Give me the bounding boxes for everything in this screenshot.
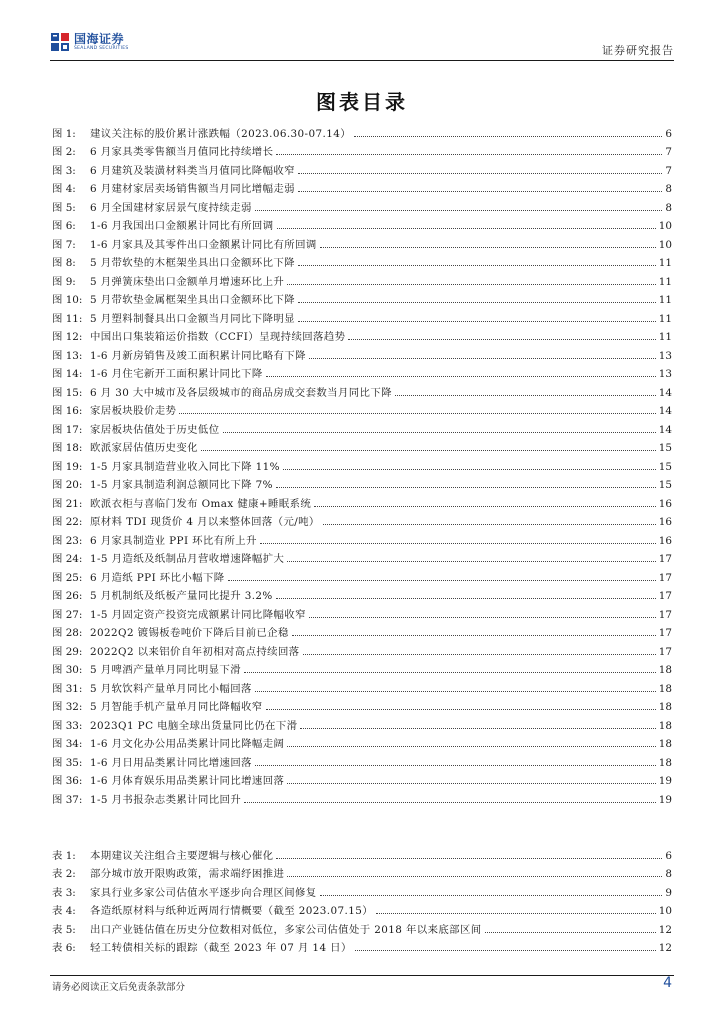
toc-entry-page: 18 (658, 701, 672, 713)
toc-entry-page: 16 (658, 516, 672, 528)
toc-entry-title: 1-5 月家具制造营业收入同比下降 11% (90, 460, 280, 473)
dot-leader (298, 172, 662, 174)
toc-entry-title: 家居板块股价走势 (90, 405, 177, 417)
figure-list (52, 121, 672, 806)
figure-entry[interactable] (52, 436, 672, 455)
toc-entry-title: 6 月造纸 PPI 环比小幅下降 (90, 571, 225, 584)
table-entry[interactable] (52, 880, 672, 899)
toc-entry-page: 11 (658, 275, 672, 288)
toc-entry-label: 图 25: (52, 571, 83, 584)
dot-leader (395, 394, 656, 396)
toc-entry-page: 7 (665, 164, 672, 177)
figure-entry[interactable] (52, 713, 672, 732)
toc-entry-page: 19 (658, 775, 672, 787)
dot-leader (300, 727, 655, 729)
toc-entry-label: 图 4: (52, 183, 76, 195)
toc-entry-title: 各造纸原材料与纸种近两周行情概要（截至 2023.07.15） (90, 905, 374, 917)
toc-entry-title: 1-6 月家具及其零件出口金额累计同比有所回调 (90, 238, 317, 251)
toc-entry-label: 图 17: (52, 423, 83, 436)
toc-entry-page: 16 (658, 497, 672, 510)
page-header (50, 28, 674, 58)
logo-english-name: SEALAND SECURITIES (74, 45, 129, 51)
toc-entry-label: 图 2: (52, 146, 76, 158)
toc-entry-title: 5 月软饮料产量单月同比小幅回落 (90, 682, 252, 695)
header-divider (50, 60, 674, 61)
toc-entry-title: 1-6 月住宅新开工面积累计同比下降 (90, 368, 263, 380)
toc-entry-label: 图 13: (52, 349, 83, 362)
figure-entry[interactable] (52, 695, 672, 714)
toc-entry-page: 6 (665, 849, 672, 862)
logo-chinese-name: 国海证券 (74, 31, 125, 46)
toc-entry-label: 图 8: (52, 257, 76, 269)
toc-entry-label: 图 26: (52, 590, 83, 602)
figure-entry[interactable] (52, 621, 672, 640)
toc-entry-label: 图 3: (52, 164, 76, 177)
figure-entry[interactable] (52, 658, 672, 677)
toc-entry-title: 1-5 月家具制造利润总额同比下降 7% (90, 479, 273, 491)
toc-entry-title: 出口产业链估值在历史分位数相对低位，多家公司估值处于 2018 年以来底部区间 (90, 923, 482, 936)
dot-leader (223, 431, 656, 433)
toc-entry-label: 图 1: (52, 127, 76, 140)
dot-leader (309, 616, 656, 618)
toc-entry-title: 欧派家居估值历史变化 (90, 442, 198, 454)
toc-entry-title: 欧派衣柜与喜临门发布 Omax 健康+睡眠系统 (90, 497, 312, 510)
toc-entry-label: 表 1: (52, 849, 76, 862)
toc-entry-label: 图 27: (52, 608, 83, 621)
toc-entry-page: 17 (658, 590, 672, 602)
toc-entry-label: 图 22: (52, 516, 83, 528)
toc-entry-page: 17 (658, 645, 672, 658)
figure-entry[interactable] (52, 491, 672, 510)
toc-entry-page: 16 (658, 534, 672, 547)
toc-entry-page: 12 (658, 923, 672, 936)
dot-leader (287, 745, 655, 747)
table-entry[interactable] (52, 862, 672, 881)
dot-leader (266, 375, 656, 377)
figure-entry[interactable] (52, 602, 672, 621)
table-entry[interactable] (52, 899, 672, 918)
toc-entry-title: 本期建议关注组合主要逻辑与核心催化 (90, 849, 274, 862)
dot-leader (309, 357, 656, 359)
toc-entry-label: 图 11: (52, 312, 83, 325)
table-list (52, 843, 672, 954)
toc-entry-title: 1-5 月书报杂志类累计同比回升 (90, 793, 242, 806)
toc-entry-page: 19 (658, 793, 672, 806)
toc-entry-page: 13 (658, 349, 672, 362)
dot-leader (179, 412, 655, 414)
dot-leader (260, 542, 656, 544)
toc-entry-label: 图 24: (52, 553, 83, 565)
toc-entry-title: 6 月 30 大中城市及各层级城市的商品房成交套数当月同比下降 (90, 386, 392, 399)
toc-entry-label: 图 29: (52, 645, 83, 658)
toc-entry-title: 原材料 TDI 现货价 4 月以来整体回落（元/吨） (90, 516, 320, 528)
toc-entry-page: 15 (658, 479, 672, 491)
toc-entry-label: 图 21: (52, 497, 83, 510)
dot-leader (314, 505, 656, 507)
figure-entry[interactable] (52, 547, 672, 566)
dot-leader (277, 227, 656, 229)
toc-entry-page: 13 (658, 368, 672, 380)
toc-entry-page: 18 (658, 682, 672, 695)
toc-entry-label: 图 23: (52, 534, 83, 547)
toc-entry-page: 11 (658, 331, 672, 343)
dot-leader (276, 486, 656, 488)
toc-entry-title: 建议关注标的股价累计涨跌幅（2023.06.30-07.14） (90, 127, 352, 140)
toc-entry-page: 9 (665, 886, 672, 899)
toc-entry-label: 表 5: (52, 923, 76, 936)
toc-entry-page: 18 (658, 756, 672, 769)
toc-entry-page: 15 (658, 442, 672, 454)
dot-leader (323, 523, 656, 525)
dot-leader (244, 671, 656, 673)
toc-entry-title: 1-6 月我国出口金额累计同比有所回调 (90, 220, 274, 232)
dot-leader (354, 135, 662, 137)
footer-divider (50, 975, 674, 976)
figure-entry[interactable] (52, 787, 672, 806)
figure-entry[interactable] (52, 769, 672, 788)
figure-entry[interactable] (52, 565, 672, 584)
toc-entry-label: 图 5: (52, 201, 76, 214)
toc-entry-label: 图 6: (52, 220, 76, 232)
figure-entry[interactable] (52, 639, 672, 658)
table-entry[interactable] (52, 843, 672, 862)
figure-entry[interactable] (52, 343, 672, 362)
toc-entry-title: 6 月建材家居卖场销售额当月同比增幅走弱 (90, 183, 295, 195)
toc-entry-label: 图 37: (52, 793, 83, 806)
toc-entry-title: 1-5 月造纸及纸制品月营收增速降幅扩大 (90, 553, 285, 565)
toc-entry-title: 家具行业多家公司估值水平逐步向合理区间修复 (90, 886, 317, 899)
toc-entry-label: 图 35: (52, 756, 83, 769)
figure-entry[interactable] (52, 121, 672, 140)
figure-entry[interactable] (52, 288, 672, 307)
toc-entry-label: 图 36: (52, 775, 83, 787)
toc-entry-title: 部分城市放开限购政策，需求端纾困推进 (90, 868, 285, 880)
toc-entry-label: 图 20: (52, 479, 83, 491)
toc-entry-page: 6 (665, 127, 672, 140)
toc-entry-page: 14 (658, 423, 672, 436)
toc-entry-page: 8 (665, 868, 672, 880)
dot-leader (287, 283, 656, 285)
figure-entry[interactable] (52, 750, 672, 769)
toc-entry-page: 14 (658, 405, 672, 417)
toc-entry-label: 图 14: (52, 368, 83, 380)
figure-entry[interactable] (52, 195, 672, 214)
toc-entry-page: 18 (658, 664, 672, 676)
figure-entry[interactable] (52, 676, 672, 695)
toc-entry-page: 17 (658, 627, 672, 639)
toc-entry-title: 5 月塑料制餐具出口金额当月同比下降明显 (90, 312, 295, 325)
toc-entry-title: 2022Q2 以来铝价自年初相对高点持续回落 (90, 645, 300, 658)
figure-entry[interactable] (52, 380, 672, 399)
toc-entry-page: 10 (658, 238, 672, 251)
dot-leader (276, 597, 656, 599)
dot-leader (266, 708, 656, 710)
figure-entry[interactable] (52, 454, 672, 473)
toc-entry-title: 5 月弹簧床垫出口金额单月增速环比上升 (90, 275, 285, 288)
toc-entry-label: 图 34: (52, 738, 83, 750)
toc-entry-label: 图 30: (52, 664, 83, 676)
dot-leader (276, 153, 662, 155)
dot-leader (298, 190, 662, 192)
toc-entry-title: 6 月建筑及装潢材料类当月值同比降幅收窄 (90, 164, 295, 177)
table-entry[interactable] (52, 936, 672, 955)
toc-entry-page: 11 (658, 294, 672, 306)
dot-leader (376, 912, 656, 914)
dot-leader (298, 301, 656, 303)
figure-entry[interactable] (52, 399, 672, 418)
toc-entry-title: 5 月带软垫金属框架坐具出口金额环比下降 (90, 294, 295, 306)
figure-entry[interactable] (52, 140, 672, 159)
toc-entry-title: 轻工转债相关标的跟踪（截至 2023 年 07 月 14 日） (90, 942, 352, 954)
toc-entry-label: 图 12: (52, 331, 83, 343)
dot-leader (303, 653, 656, 655)
toc-entry-label: 表 3: (52, 886, 76, 899)
toc-entry-page: 12 (658, 942, 672, 954)
dot-leader (292, 634, 656, 636)
figure-entry[interactable] (52, 362, 672, 381)
figure-entry[interactable] (52, 214, 672, 233)
dot-leader (287, 560, 655, 562)
dot-leader (201, 449, 656, 451)
toc-entry-page: 18 (658, 719, 672, 732)
toc-entry-page: 17 (658, 571, 672, 584)
figure-entry[interactable] (52, 177, 672, 196)
figure-entry[interactable] (52, 732, 672, 751)
toc-entry-title: 5 月带软垫的木框架坐具出口金额环比下降 (90, 257, 295, 269)
toc-entry-page: 8 (665, 201, 672, 214)
toc-entry-page: 18 (658, 738, 672, 750)
dot-leader (255, 690, 656, 692)
toc-entry-label: 图 31: (52, 682, 83, 695)
figure-entry[interactable] (52, 251, 672, 270)
dot-leader (276, 857, 662, 859)
toc-entry-page: 10 (658, 905, 672, 917)
dot-leader (244, 801, 656, 803)
figure-entry[interactable] (52, 306, 672, 325)
figure-entry[interactable] (52, 417, 672, 436)
dot-leader (287, 782, 655, 784)
toc-entry-title: 中国出口集装箱运价指数（CCFI）呈现持续回落趋势 (90, 331, 346, 343)
toc-entry-page: 17 (658, 608, 672, 621)
dot-leader (298, 264, 656, 266)
figure-entry[interactable] (52, 269, 672, 288)
page-number: 4 (663, 975, 672, 991)
toc-entry-label: 图 18: (52, 442, 83, 454)
figure-entry[interactable] (52, 473, 672, 492)
toc-entry-label: 图 28: (52, 627, 83, 639)
toc-entry-page: 11 (658, 312, 672, 325)
figure-entry[interactable] (52, 584, 672, 603)
dot-leader (485, 931, 656, 933)
toc-entry-label: 图 16: (52, 405, 83, 417)
toc-entry-label: 图 19: (52, 460, 83, 473)
report-type-label: 证券研究报告 (602, 44, 674, 57)
toc-entry-label: 图 7: (52, 238, 76, 251)
toc-entry-title: 6 月全国建材家居景气度持续走弱 (90, 201, 252, 214)
dot-leader (320, 246, 656, 248)
dot-leader (355, 949, 656, 951)
toc-entry-label: 图 10: (52, 294, 83, 306)
table-entry[interactable] (52, 917, 672, 936)
toc-entry-title: 1-5 月固定资产投资完成额累计同比降幅收窄 (90, 608, 306, 621)
toc-entry-page: 10 (658, 220, 672, 232)
disclaimer-note: 请务必阅读正文后免责条款部分 (52, 982, 186, 993)
toc-entry-page: 8 (665, 183, 672, 195)
toc-entry-label: 图 9: (52, 275, 76, 288)
toc-entry-title: 1-6 月文化办公用品类累计同比降幅走阔 (90, 738, 285, 750)
dot-leader (255, 209, 663, 211)
dot-leader (283, 468, 656, 470)
toc-entry-page: 11 (658, 257, 672, 269)
figure-entry[interactable] (52, 325, 672, 344)
toc-entry-page: 7 (665, 146, 672, 158)
toc-entry-title: 家居板块估值处于历史低位 (90, 423, 220, 436)
sealand-logo-icon (50, 32, 70, 52)
dot-leader (228, 579, 656, 581)
page-title: 图表目录 (316, 90, 408, 114)
toc-entry-title: 5 月啤酒产量单月同比明显下滑 (90, 664, 241, 676)
toc-entry-label: 表 2: (52, 868, 76, 880)
company-logo (50, 30, 129, 54)
toc-entry-label: 图 33: (52, 719, 83, 732)
toc-entry-title: 5 月智能手机产量单月同比降幅收窄 (90, 701, 263, 713)
toc-entry-page: 15 (658, 460, 672, 473)
toc-entry-page: 17 (658, 553, 672, 565)
toc-entry-title: 5 月机制纸及纸板产量同比提升 3.2% (90, 590, 273, 602)
toc-entry-label: 图 15: (52, 386, 83, 399)
dot-leader (287, 875, 662, 877)
toc-entry-label: 图 32: (52, 701, 83, 713)
toc-entry-title: 1-6 月体育娱乐用品类累计同比增速回落 (90, 775, 285, 787)
dot-leader (255, 764, 656, 766)
toc-entry-page: 14 (658, 386, 672, 399)
toc-entry-title: 1-6 月日用品类累计同比增速回落 (90, 756, 252, 769)
toc-entry-title: 6 月家具类零售额当月值同比持续增长 (90, 146, 274, 158)
toc-entry-label: 表 6: (52, 942, 76, 954)
figure-entry[interactable] (52, 510, 672, 529)
toc-entry-title: 2023Q1 PC 电脑全球出货量同比仍在下滑 (90, 719, 298, 732)
toc-entry-title: 1-6 月新房销售及竣工面积累计同比略有下降 (90, 349, 306, 362)
toc-entry-label: 表 4: (52, 905, 76, 917)
figure-entry[interactable] (52, 158, 672, 177)
toc-entry-title: 2022Q2 镀锡板卷吨价下降后目前已企稳 (90, 627, 289, 639)
toc-entry-title: 6 月家具制造业 PPI 环比有所上升 (90, 534, 257, 547)
dot-leader (298, 320, 656, 322)
figure-entry[interactable] (52, 232, 672, 251)
dot-leader (320, 894, 663, 896)
figure-entry[interactable] (52, 528, 672, 547)
dot-leader (348, 338, 655, 340)
